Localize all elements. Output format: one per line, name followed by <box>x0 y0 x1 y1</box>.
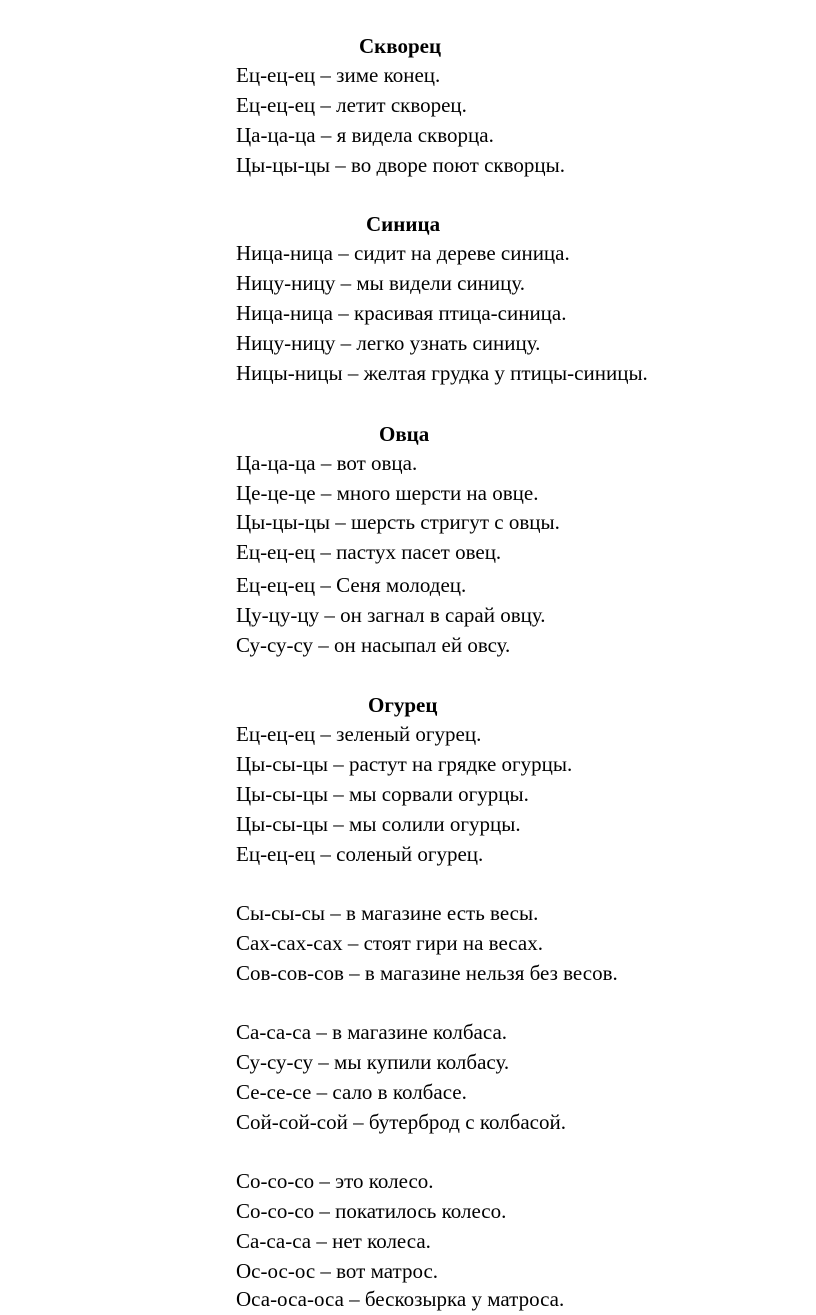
poem-title: Скворец <box>359 34 442 58</box>
poem-line: Цы-цы-цы – шерсть стригут с овцы. <box>236 510 560 534</box>
poem-line: Са-са-са – в магазине колбаса. <box>236 1020 508 1044</box>
poem-line: Ница-ница – сидит на дереве синица. <box>236 241 570 265</box>
poem-line: Са-са-са – нет колеса. <box>236 1229 431 1253</box>
poem-line: Сов-сов-сов – в магазине нельзя без весов. <box>236 961 618 985</box>
poem-line: Су-су-су – он насыпал ей овсу. <box>236 633 511 657</box>
poem-line: Се-се-се – сало в колбасе. <box>236 1080 467 1104</box>
poem-line: Ницы-ницы – желтая грудка у птицы-синицы. <box>236 361 648 385</box>
poem-line: Ец-ец-ец – летит скворец. <box>236 93 467 117</box>
poem-line: Цу-цу-цу – он загнал в сарай овцу. <box>236 603 546 627</box>
poem-line: Ца-ца-ца – я видела скворца. <box>236 123 494 147</box>
poem-line: Ец-ец-ец – соленый огурец. <box>236 842 484 866</box>
poem-line: Со-со-со – это колесо. <box>236 1169 434 1193</box>
poem-line: Цы-цы-цы – во дворе поют скворцы. <box>236 153 565 177</box>
poem-line: Ец-ец-ец – зеленый огурец. <box>236 722 482 746</box>
poem-line: Сой-сой-сой – бутерброд с колбасой. <box>236 1110 566 1134</box>
poem-title: Синица <box>366 212 441 236</box>
poem-line: Су-су-су – мы купили колбасу. <box>236 1050 510 1074</box>
poem-line: Ос-ос-ос – вот матрос. <box>236 1259 439 1283</box>
poem-line: Оса-оса-оса – бескозырка у матроса. <box>236 1287 565 1311</box>
poem-line: Со-со-со – покатилось колесо. <box>236 1199 507 1223</box>
poem-line: Цы-сы-цы – мы сорвали огурцы. <box>236 782 529 806</box>
poem-line: Ец-ец-ец – зиме конец. <box>236 63 441 87</box>
poem-line: Ница-ница – красивая птица-синица. <box>236 301 567 325</box>
poem-line: Сы-сы-сы – в магазине есть весы. <box>236 901 539 925</box>
poem-line: Сах-сах-сах – стоят гири на весах. <box>236 931 543 955</box>
poem-title: Овца <box>379 422 430 446</box>
poem-line: Ницу-ницу – мы видели синицу. <box>236 271 526 295</box>
poem-line: Ец-ец-ец – пастух пасет овец. <box>236 540 502 564</box>
poem-line: Ницу-ницу – легко узнать синицу. <box>236 331 541 355</box>
poem-line: Цы-сы-цы – растут на грядке огурцы. <box>236 752 573 776</box>
poem-title: Огурец <box>368 693 438 717</box>
poem-line: Ец-ец-ец – Сеня молодец. <box>236 573 467 597</box>
poem-line: Це-це-це – много шерсти на овце. <box>236 481 539 505</box>
poem-line: Цы-сы-цы – мы солили огурцы. <box>236 812 521 836</box>
poem-line: Ца-ца-ца – вот овца. <box>236 451 418 475</box>
